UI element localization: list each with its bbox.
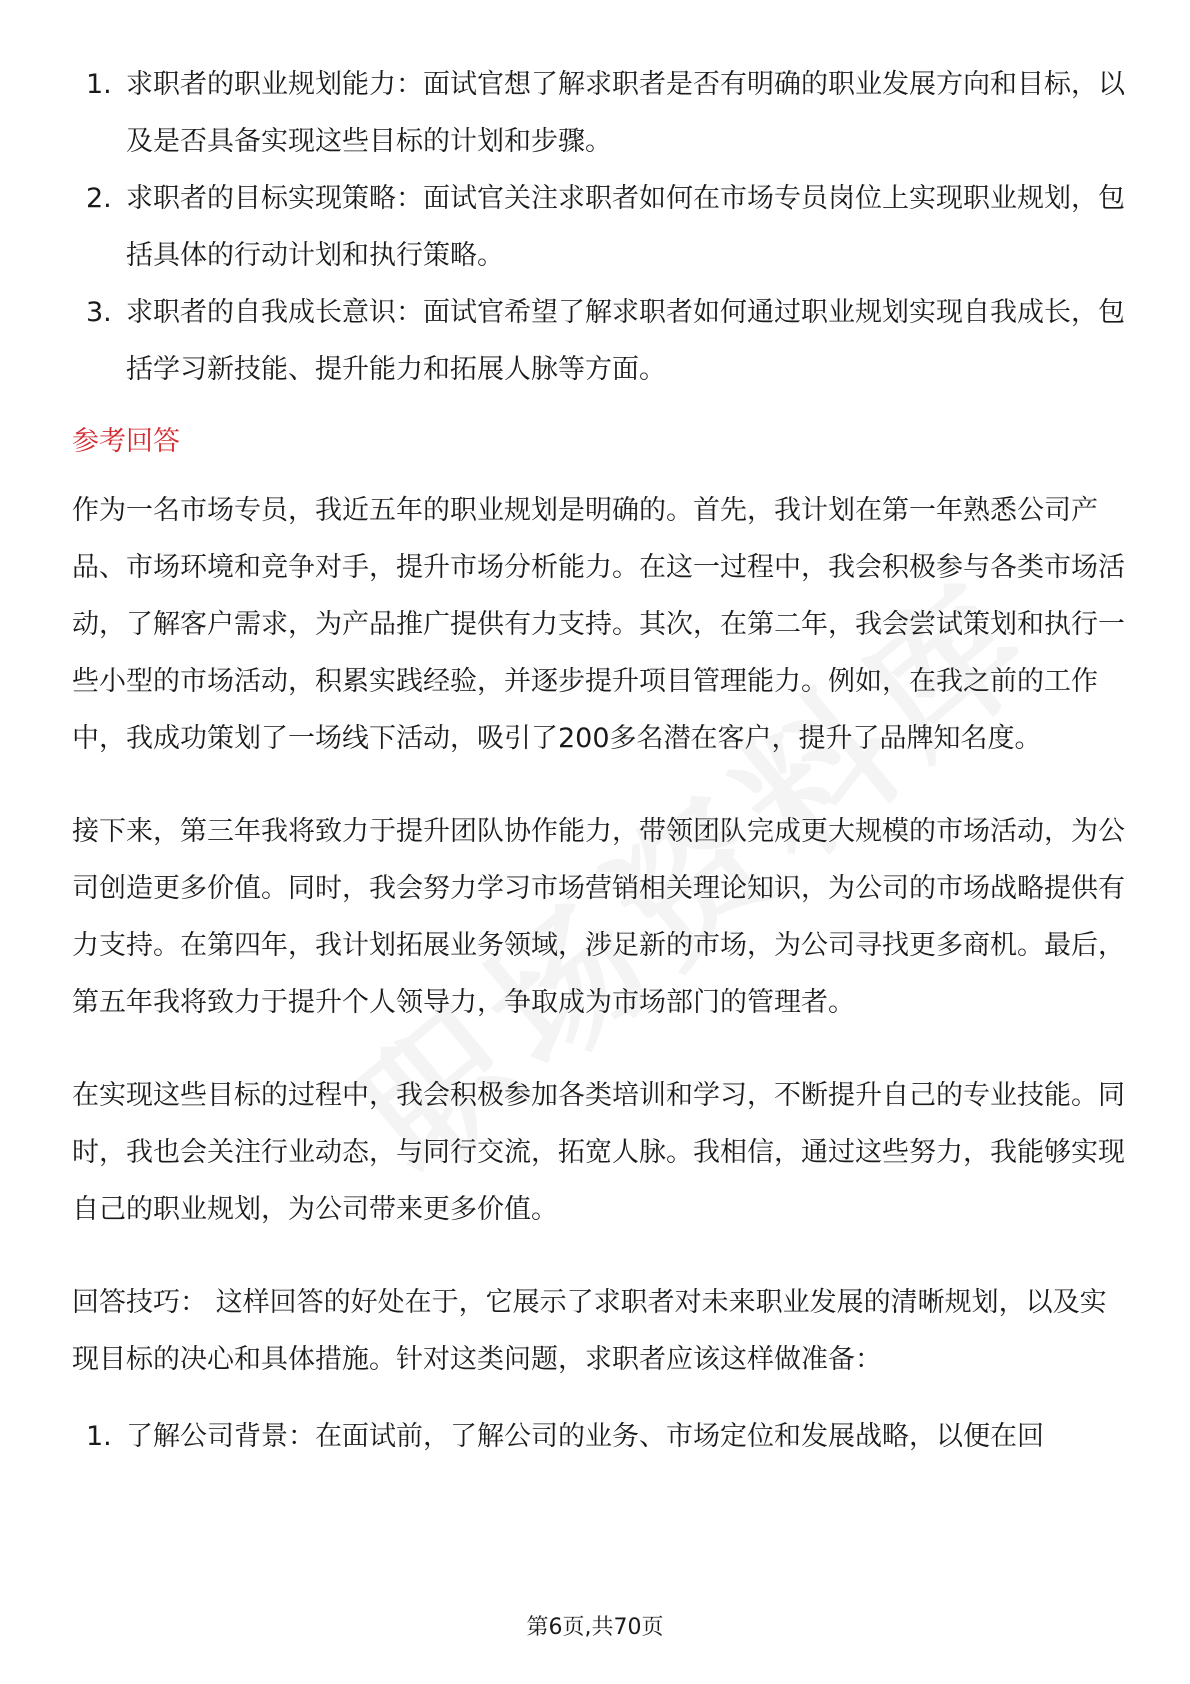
paragraph: 作为一名市场专员，我近五年的职业规划是明确的。首先，我计划在第一年熟悉公司产品、市场环境和竞争对手，提升市场分析能力。在这一过程中，我会积极参与各类市场活动，了解客户需求，为产品推广提供有力支持。其次，在第二年，我会尝试策划和执行一些小型的市场活动，积累实践经验，并逐步提升项目管理能力。例如，在我之前的工作中，我成功策划了一场线下活动，吸引了200多名潜在客户，提升了品牌知名度。 [72, 495, 1125, 754]
prep-list [72, 1408, 1132, 1465]
list-item-text: 求职者的自我成长意识：面试官希望了解求职者如何通过职业规划实现自我成长，包括学习新技能、提升能力和拓展人脉等方面。 [126, 297, 1125, 385]
list-number: 1. [86, 69, 112, 100]
list-item-text: 了解公司背景：在面试前，了解公司的业务、市场定位和发展战略，以便在回 [126, 1421, 1044, 1452]
list-item [72, 1408, 1132, 1465]
intro-list [72, 56, 1132, 398]
list-number: 2. [86, 183, 112, 214]
list-item-text: 求职者的职业规划能力：面试官想了解求职者是否有明确的职业发展方向和目标，以及是否具备实现这些目标的计划和步骤。 [126, 69, 1125, 157]
list-item [72, 170, 1132, 284]
paragraph: 接下来，第三年我将致力于提升团队协作能力，带领团队完成更大规模的市场活动，为公司创造更多价值。同时，我会努力学习市场营销相关理论知识，为公司的市场战略提供有力支持。在第四年，我计划拓展业务领域，涉足新的市场，为公司寻找更多商机。最后，第五年我将致力于提升个人领导力，争取成为市场部门的管理者。 [72, 816, 1125, 1018]
page-number: 第6页,共70页 [526, 1615, 664, 1640]
list-number: 3. [86, 297, 112, 328]
section-heading: 参考回答 [72, 426, 180, 457]
page-content [72, 56, 1132, 1465]
answer-tips: 回答技巧： 这样回答的好处在于，它展示了求职者对未来职业发展的清晰规划，以及实现目标的决心和具体措施。针对这类问题，求职者应该这样做准备： [72, 1287, 1107, 1375]
list-item [72, 56, 1132, 170]
list-number: 1. [86, 1421, 112, 1452]
list-item-text: 求职者的目标实现策略：面试官关注求职者如何在市场专员岗位上实现职业规划，包括具体的行动计划和执行策略。 [126, 183, 1125, 271]
list-item [72, 284, 1132, 398]
paragraph: 在实现这些目标的过程中，我会积极参加各类培训和学习，不断提升自己的专业技能。同时，我也会关注行业动态，与同行交流，拓宽人脉。我相信，通过这些努力，我能够实现自己的职业规划，为公司带来更多价值。 [72, 1080, 1125, 1225]
